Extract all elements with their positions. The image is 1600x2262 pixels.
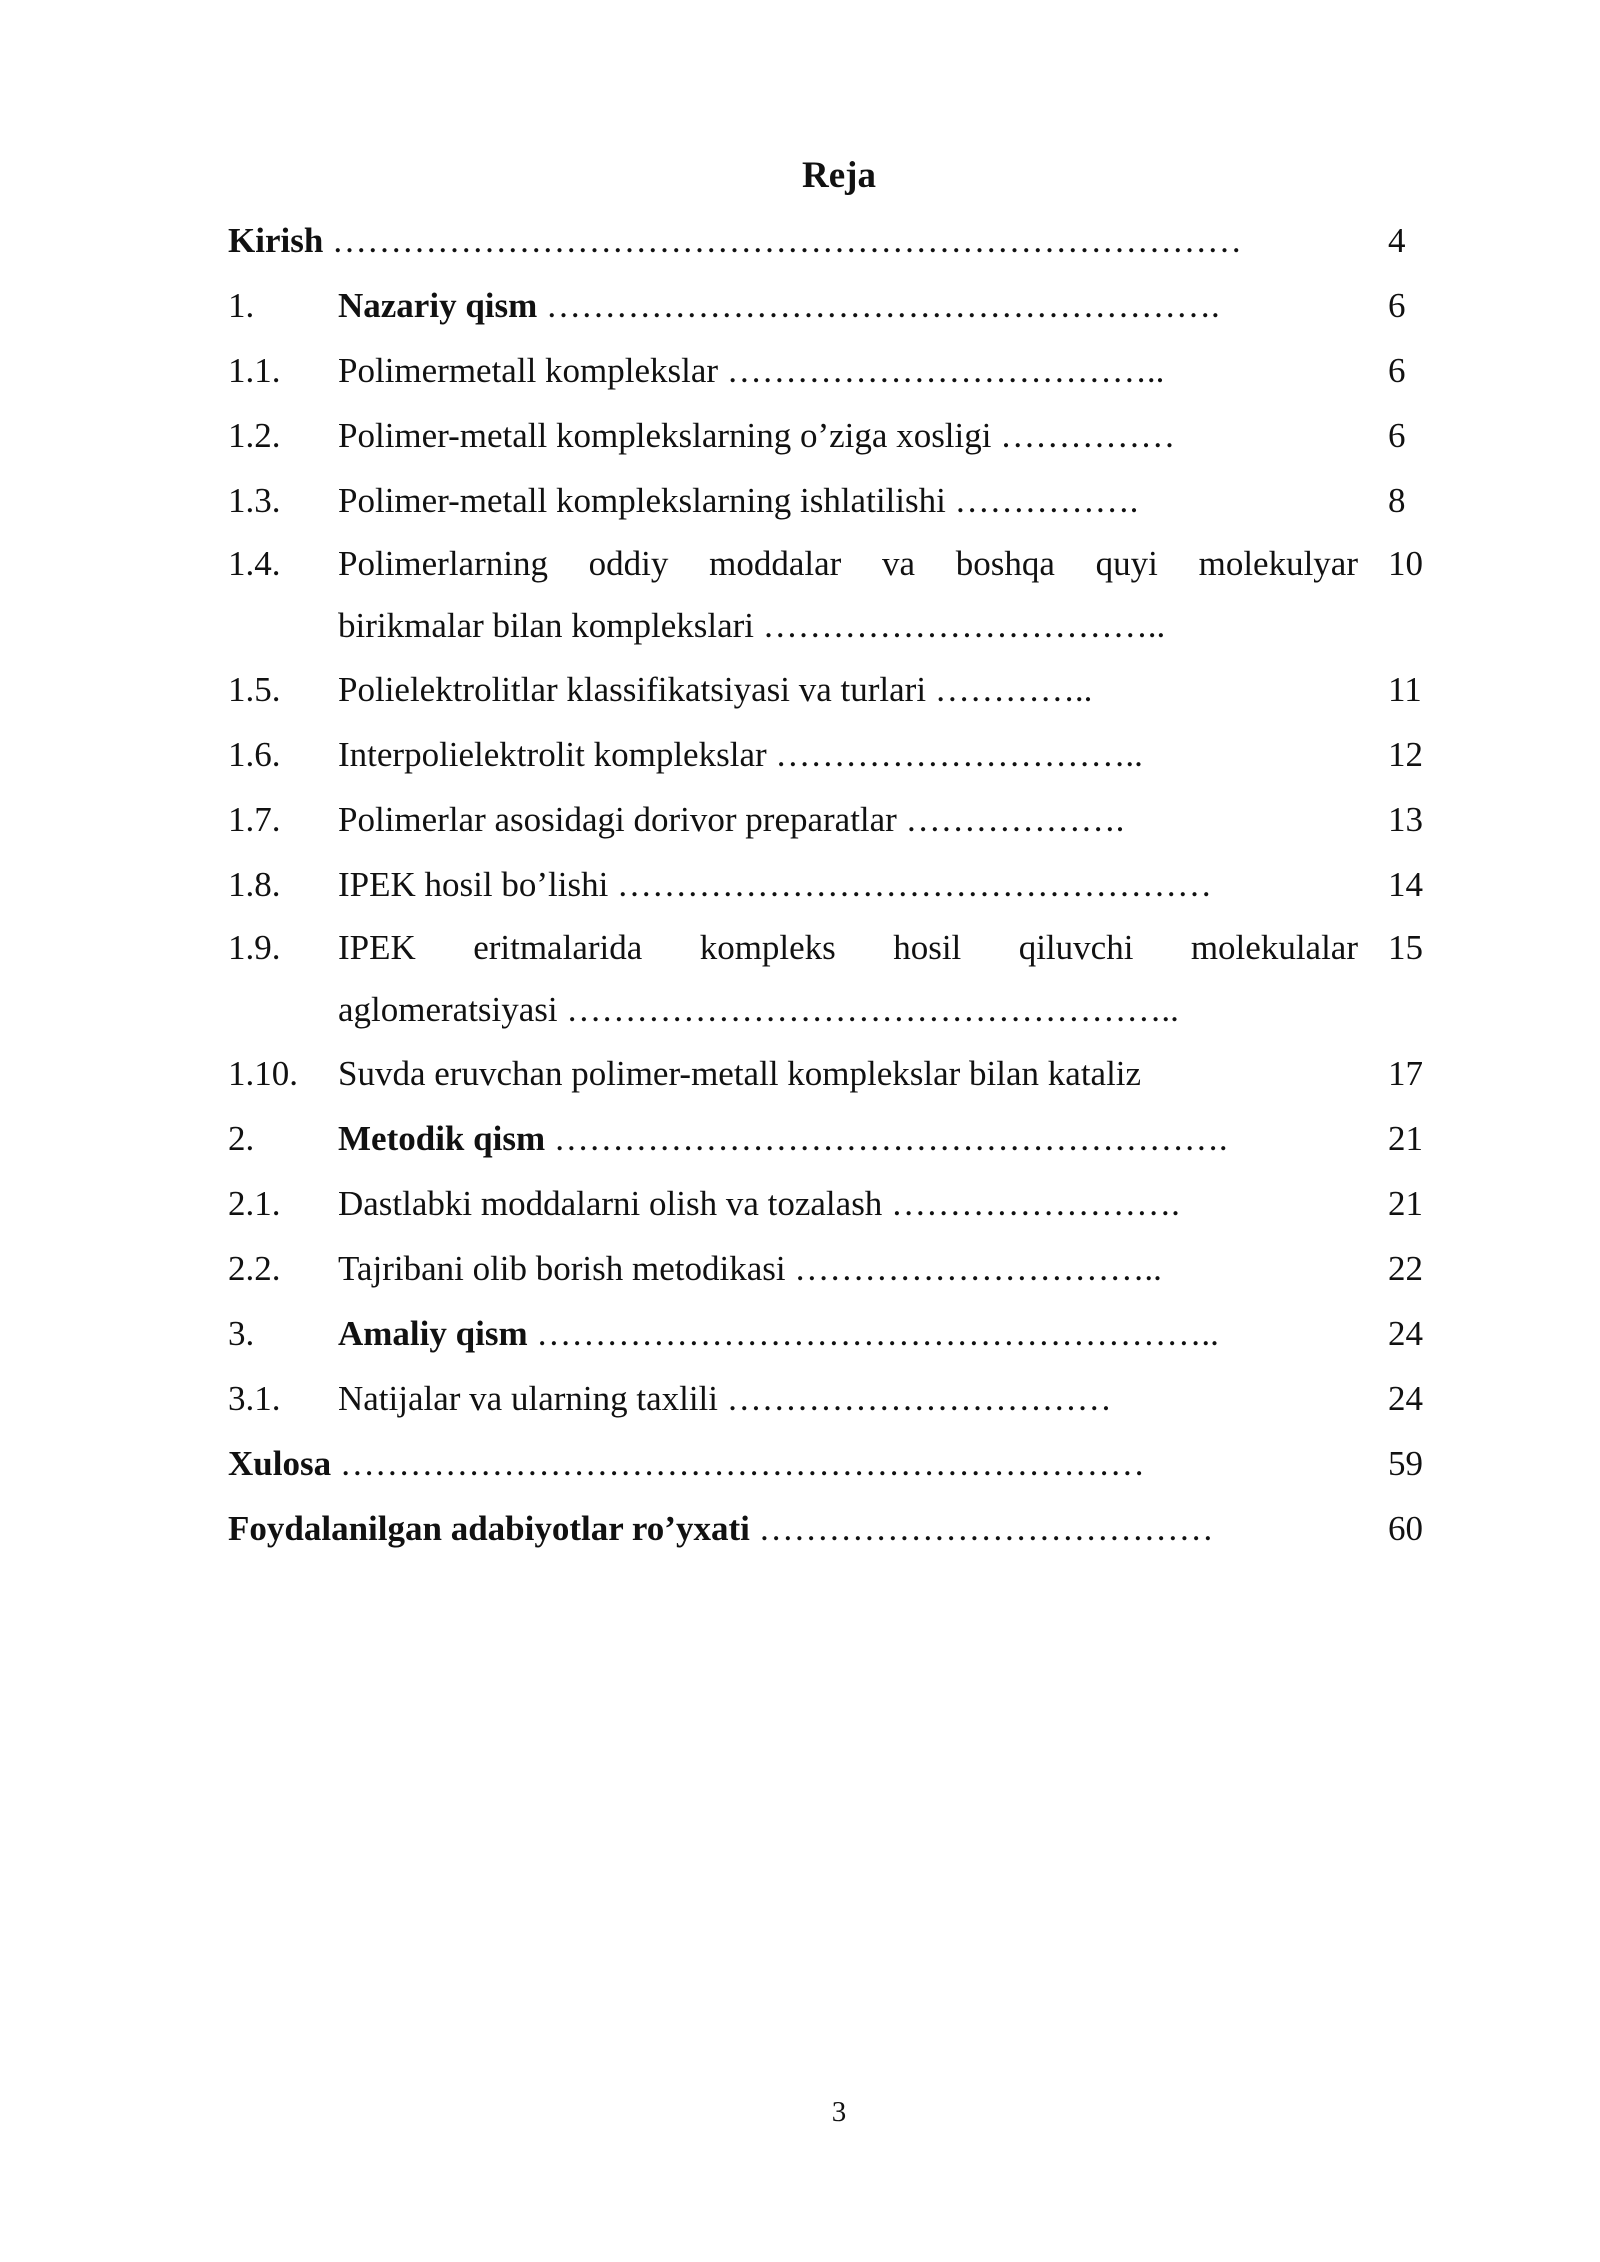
toc-entry-page: 6 (1388, 286, 1406, 325)
toc-entry-page: 21 (1388, 1184, 1423, 1223)
toc-entry-page: 11 (1388, 670, 1422, 709)
toc-entry-number: 1.10. (228, 1054, 298, 1093)
toc-entry-page: 8 (1388, 481, 1406, 520)
toc-entry-1-1 (228, 338, 1428, 403)
toc-entry-number: 1.6. (228, 735, 281, 774)
toc-entry-2-2 (228, 1236, 1428, 1301)
toc-entry-page: 21 (1388, 1119, 1423, 1158)
toc-entry-nazariy-qism (228, 273, 1428, 338)
toc-entry-number: 2.1. (228, 1184, 281, 1223)
toc-entry-title: Natijalar va ularning taxlili (338, 1379, 719, 1418)
toc-entry-number: 2. (228, 1119, 255, 1158)
toc-entry-1-5 (228, 657, 1428, 722)
toc-entry-continuation: aglomeratsiyasi …………………………………………….. (338, 990, 1179, 1029)
toc-entry-leader: ………….. (926, 670, 1093, 709)
toc-entry-title: IPEK eritmalarida kompleks hosil qiluvchi molekulalar (338, 928, 1358, 967)
toc-entry-number: 1.3. (228, 481, 281, 520)
toc-entry-page: 13 (1388, 800, 1423, 839)
toc-entry-leader: …………………………………………………………………… (323, 221, 1243, 260)
toc-entry-number: 1.2. (228, 416, 281, 455)
toc-entry-title: Suvda eruvchan polimer-metall komplekslar bilan kataliz (338, 1054, 1142, 1093)
toc-entry-leader: ……………………………….. (718, 351, 1165, 390)
toc-entry-leader: ……………………. (882, 1184, 1180, 1223)
toc-entry-number: 1.7. (228, 800, 281, 839)
toc-entry-page: 6 (1388, 416, 1406, 455)
toc-entry-title: Amaliy qism (338, 1314, 528, 1353)
toc-entry-3-1 (228, 1366, 1428, 1431)
toc-entry-kirish (228, 208, 1428, 273)
toc-entry-page: 24 (1388, 1314, 1423, 1353)
toc-entry-page: 17 (1388, 1054, 1423, 1093)
toc-entry-title: Nazariy qism (338, 286, 538, 325)
table-of-contents (228, 208, 1428, 1561)
toc-entry-page: 12 (1388, 735, 1423, 774)
toc-entry-2-1 (228, 1171, 1428, 1236)
toc-entry-number: 3. (228, 1314, 255, 1353)
page-title: Reja (802, 155, 876, 196)
toc-entry-number: 1.5. (228, 670, 281, 709)
toc-entry-1-4 (228, 533, 1428, 657)
toc-entry-title: Interpolielektrolit komplekslar (338, 735, 767, 774)
toc-entry-amaliy-qism (228, 1301, 1428, 1366)
toc-entry-number: 1.4. (228, 544, 281, 583)
toc-entry-page: 24 (1388, 1379, 1423, 1418)
toc-entry-1-6 (228, 722, 1428, 787)
toc-entry-1-10 (228, 1041, 1428, 1106)
toc-entry-leader: ……………. (945, 481, 1139, 520)
toc-entry-number: 1.1. (228, 351, 281, 390)
toc-entry-leader: ………………………………………………….. (527, 1314, 1219, 1353)
toc-entry-title: IPEK hosil bo’lishi (338, 865, 609, 904)
toc-entry-title: Polielektrolitlar klassifikatsiyasi va turlari (338, 670, 927, 709)
toc-entry-xulosa (228, 1431, 1428, 1496)
toc-entry-title: Metodik qism (338, 1119, 546, 1158)
toc-entry-adabiyotlar (228, 1496, 1428, 1561)
toc-entry-1-2 (228, 403, 1428, 468)
toc-entry-1-3 (228, 468, 1428, 533)
toc-entry-title: Dastlabki moddalarni olish va tozalash (338, 1184, 883, 1223)
toc-entry-page: 22 (1388, 1249, 1423, 1288)
toc-entry-number: 1. (228, 286, 255, 325)
toc-entry-leader: …………… (991, 416, 1176, 455)
toc-entry-metodik-qism (228, 1106, 1428, 1171)
toc-entry-leader: ………………………….. (785, 1249, 1162, 1288)
toc-entry-page: 6 (1388, 351, 1406, 390)
toc-entry-1-8 (228, 852, 1428, 917)
toc-entry-continuation: birikmalar bilan komplekslari …………………………….. (338, 606, 1166, 645)
toc-entry-leader: ………………………….. (766, 735, 1143, 774)
toc-entry-page: 4 (1388, 221, 1406, 260)
toc-entry-title: Polimermetall komplekslar (338, 351, 719, 390)
toc-entry-page: 10 (1388, 544, 1423, 583)
toc-entry-title: Polimerlar asosidagi dorivor preparatlar (338, 800, 897, 839)
toc-entry-title: Tajribani olib borish metodikasi (338, 1249, 786, 1288)
toc-entry-leader: ………………………………… (749, 1509, 1214, 1548)
toc-entry-leader: …………………………………………………. (545, 1119, 1228, 1158)
toc-entry-1-7 (228, 787, 1428, 852)
toc-entry-title: Polimer-metall komplekslarning o’ziga xosligi (338, 416, 992, 455)
toc-entry-title: Polimerlarning oddiy moddalar va boshqa quyi molekulyar (338, 544, 1358, 583)
toc-entry-page: 15 (1388, 928, 1423, 967)
toc-entry-number: 1.9. (228, 928, 281, 967)
toc-entry-page: 14 (1388, 865, 1423, 904)
toc-entry-title: Foydalanilgan adabiyotlar ro’yxati (228, 1509, 750, 1548)
toc-entry-title: Polimer-metall komplekslarning ishlatilishi (338, 481, 946, 520)
toc-entry-number: 1.8. (228, 865, 281, 904)
toc-entry-leader: …………………………… (718, 1379, 1112, 1418)
toc-entry-number: 2.2. (228, 1249, 281, 1288)
toc-entry-page: 60 (1388, 1509, 1423, 1548)
toc-entry-title: Xulosa (228, 1444, 332, 1483)
toc-entry-number: 3.1. (228, 1379, 281, 1418)
toc-entry-page: 59 (1388, 1444, 1423, 1483)
toc-entry-title: Kirish (228, 221, 324, 260)
toc-entry-leader: …………………………………………… (608, 865, 1213, 904)
toc-entry-leader: …………………………………………………. (537, 286, 1220, 325)
toc-entry-leader: …………………………………………………………… (331, 1444, 1145, 1483)
toc-entry-1-9 (228, 917, 1428, 1041)
page-number: 3 (831, 2096, 847, 2128)
toc-entry-leader: ………………. (896, 800, 1125, 839)
